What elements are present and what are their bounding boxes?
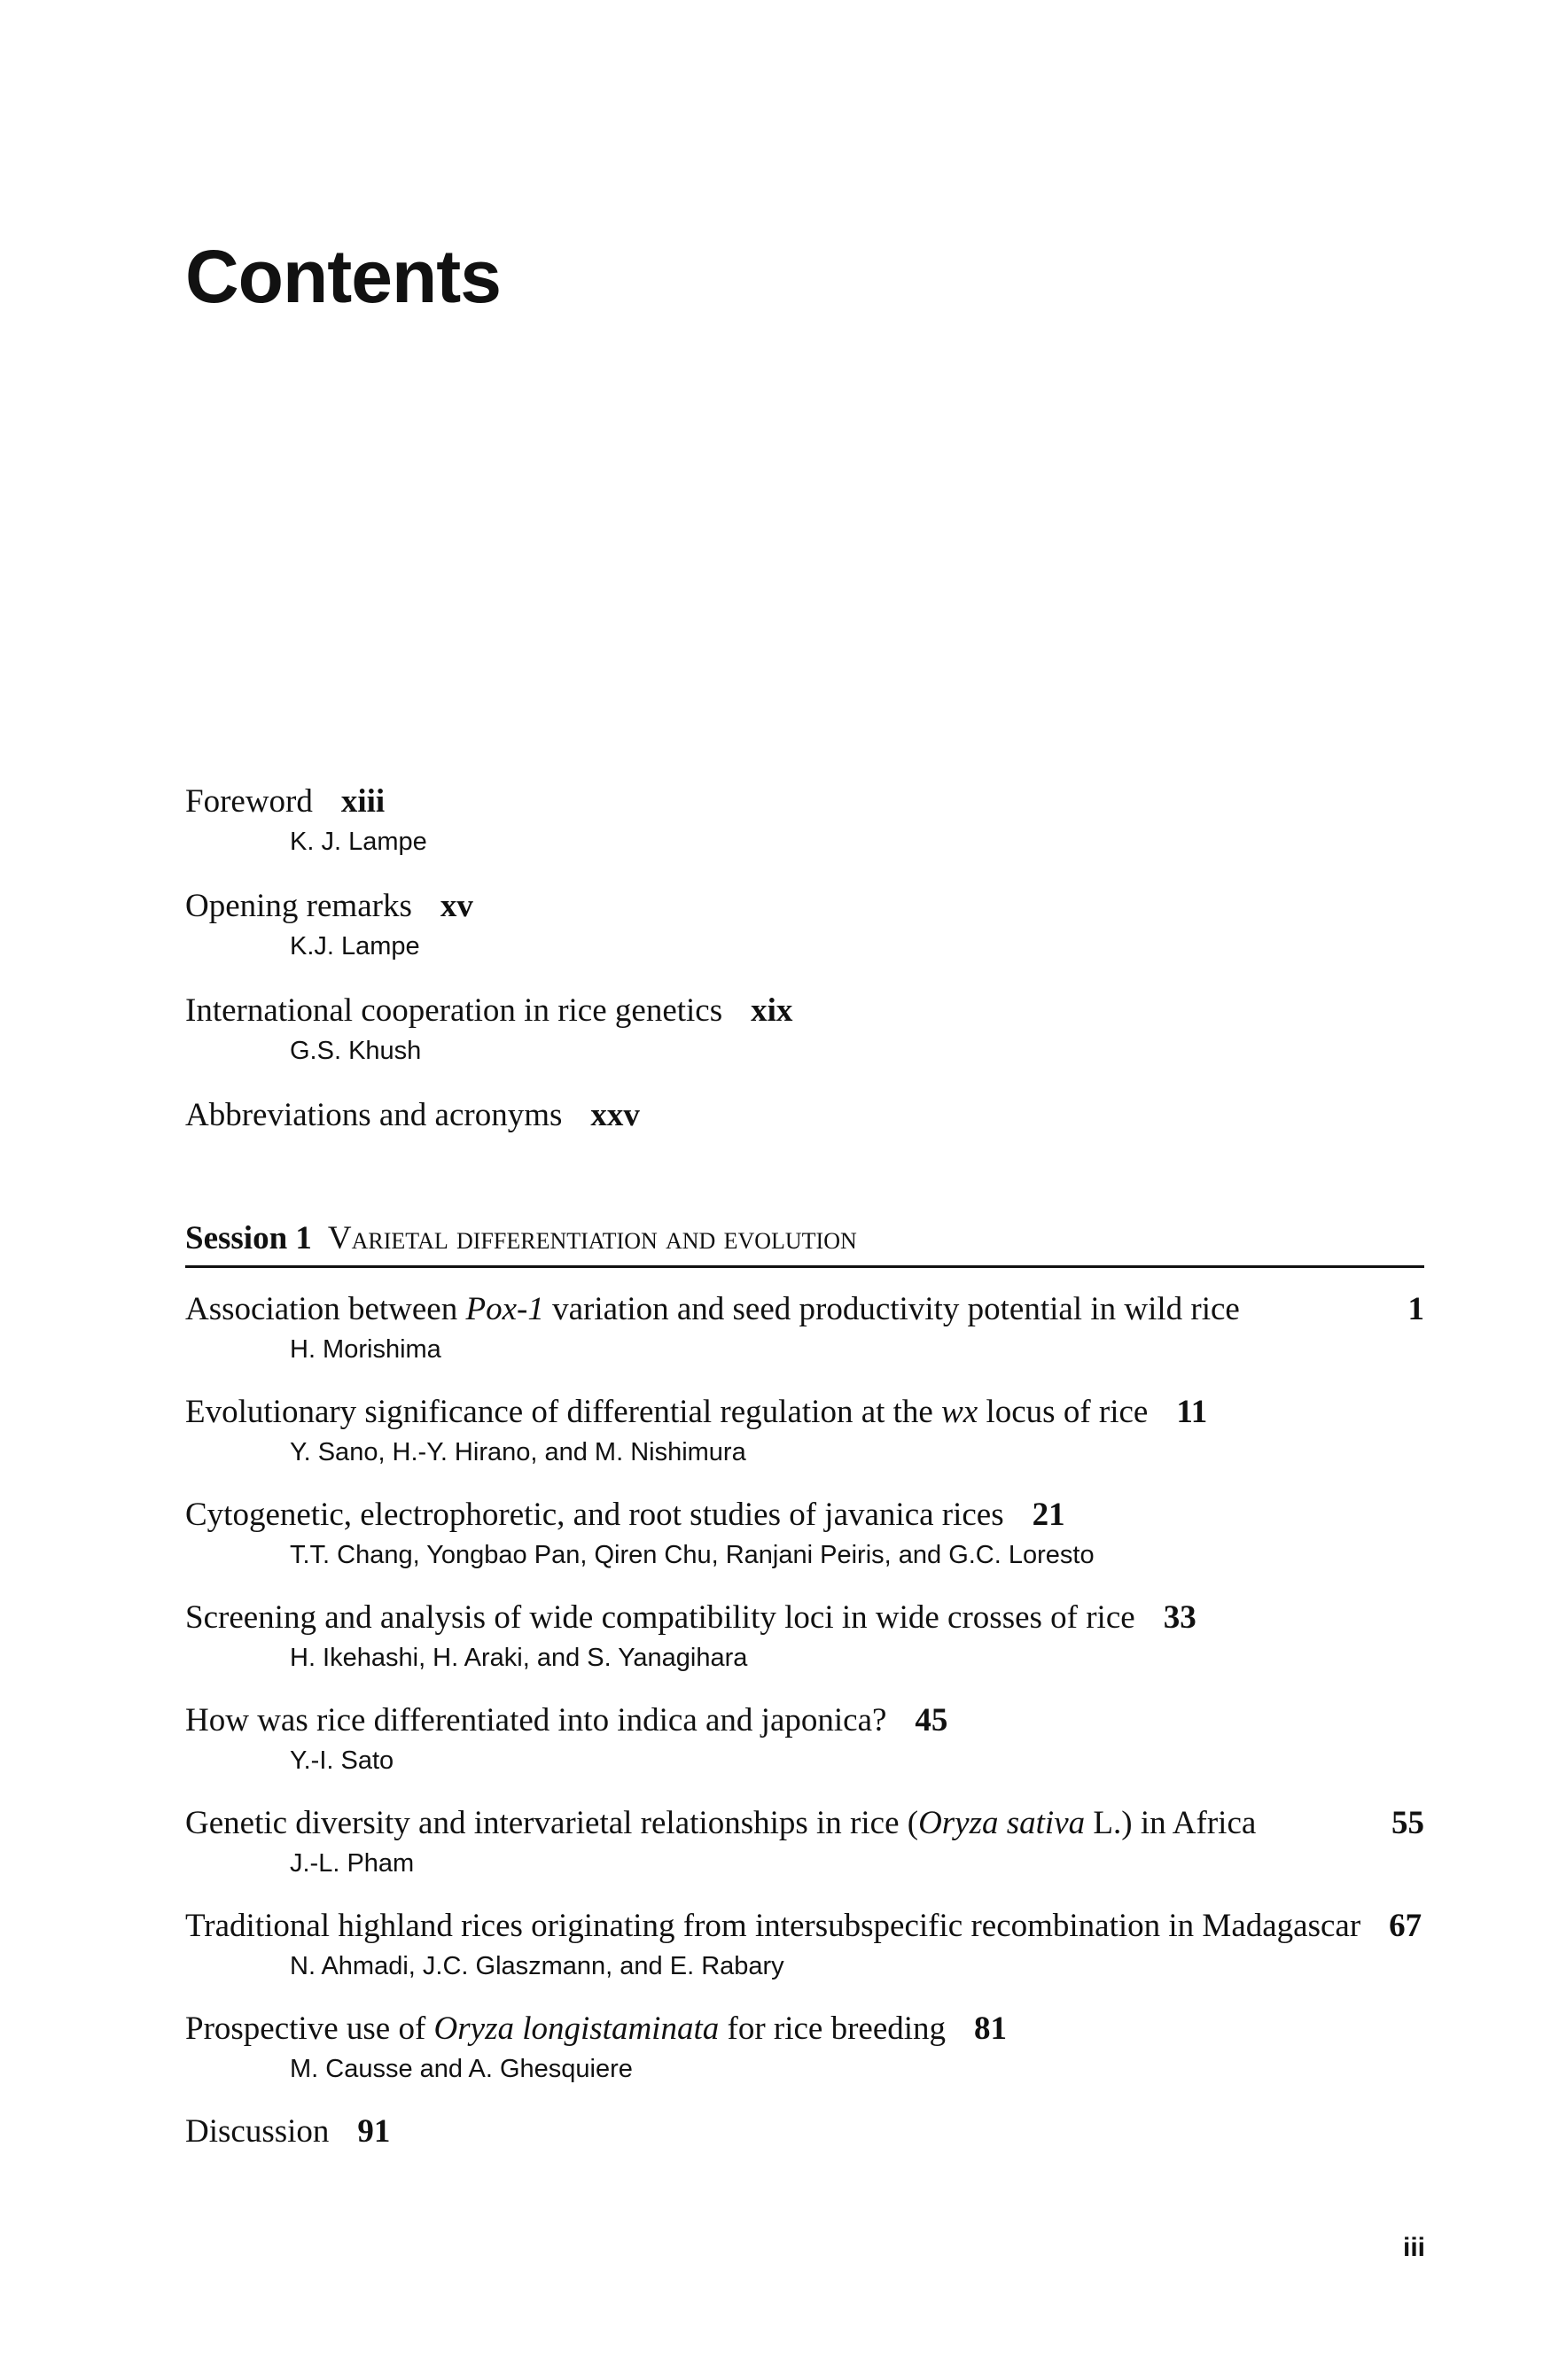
page-number: xix (751, 992, 793, 1029)
toc-entry-foreword (185, 778, 1426, 858)
page-number: 81 (974, 2011, 1008, 2047)
toc-entry (185, 1491, 1424, 1571)
toc-entry (185, 2005, 1424, 2085)
entry-authors: K.J. Lampe (290, 932, 420, 961)
session-title: Varietal differentiation and evolution (327, 1220, 857, 1256)
front-matter-list (185, 778, 1426, 1164)
toc-entry-opening-remarks (185, 883, 1426, 962)
entry-authors: N. Ahmadi, J.C. Glaszmann, and E. Rabary (290, 1952, 784, 1980)
page-number: 45 (915, 1702, 948, 1738)
entry-title: Opening remarks (185, 888, 412, 924)
entry-title: Discussion (185, 2113, 330, 2150)
toc-entry (185, 1800, 1424, 1879)
entry-title: Abbreviations and acronyms (185, 1097, 563, 1133)
folio-page-number: iii (1402, 2233, 1425, 2262)
entry-authors: Y.-I. Sato (290, 1746, 394, 1775)
session-label: Session 1 (185, 1220, 312, 1256)
entry-title: How was rice differentiated into indica and japonica? (185, 1702, 887, 1738)
entry-authors: M. Causse and A. Ghesquiere (290, 2055, 633, 2083)
page-number: 21 (1032, 1497, 1065, 1533)
page-number: 33 (1163, 1599, 1196, 1636)
page-number: 55 (1391, 1805, 1424, 1841)
entry-title: Foreword (185, 783, 313, 820)
session-entries (185, 1286, 1424, 2156)
session-1 (185, 1212, 1424, 2179)
toc-entry (185, 1697, 1424, 1777)
page-number: xiii (340, 783, 386, 820)
page-number: 67 (1389, 1908, 1422, 1944)
toc-entry (185, 1902, 1424, 1982)
entry-title: Cytogenetic, electrophoretic, and root studies of javanica rices (185, 1497, 1004, 1533)
entry-title: Evolutionary significance of differential regulation at the wx locus of rice (185, 1394, 1149, 1430)
toc-entry-discussion (185, 2108, 1424, 2156)
page-number: 11 (1176, 1394, 1208, 1430)
page-number: 91 (357, 2113, 391, 2150)
toc-entry-international-cooperation (185, 987, 1426, 1067)
page-number: xv (440, 888, 473, 924)
toc-entry-abbreviations (185, 1092, 1426, 1139)
entry-authors: H. Morishima (290, 1335, 441, 1364)
session-header (185, 1212, 1424, 1268)
entry-title: Screening and analysis of wide compatibility loci in wide crosses of rice (185, 1599, 1135, 1636)
page-number: xxv (590, 1097, 640, 1133)
entry-title: International cooperation in rice genetics (185, 992, 723, 1029)
page-number: 1 (1407, 1291, 1424, 1327)
toc-entry (185, 1594, 1424, 1674)
entry-authors: G.S. Khush (290, 1037, 422, 1065)
entry-authors: H. Ikehashi, H. Araki, and S. Yanagihara (290, 1644, 748, 1672)
entry-authors: T.T. Chang, Yongbao Pan, Qiren Chu, Ranjani Peiris, and G.C. Loresto (290, 1541, 1095, 1569)
entry-title: Traditional highland rices originating from intersubspecific recombination in Madagascar (185, 1908, 1361, 1944)
entry-title: Genetic diversity and intervarietal relationships in rice (Oryza sativa L.) in Africa (185, 1805, 1257, 1841)
toc-entry (185, 1388, 1424, 1468)
entry-authors: J.-L. Pham (290, 1849, 415, 1878)
toc-entry (185, 1286, 1424, 1365)
page-title: Contents (185, 235, 501, 318)
entry-authors: Y. Sano, H.-Y. Hirano, and M. Nishimura (290, 1438, 746, 1466)
entry-title: Prospective use of Oryza longistaminata for rice breeding (185, 2011, 947, 2047)
entry-authors: K. J. Lampe (290, 828, 427, 856)
entry-title: Association between Pox-1 variation and seed productivity potential in wild rice (185, 1291, 1240, 1327)
